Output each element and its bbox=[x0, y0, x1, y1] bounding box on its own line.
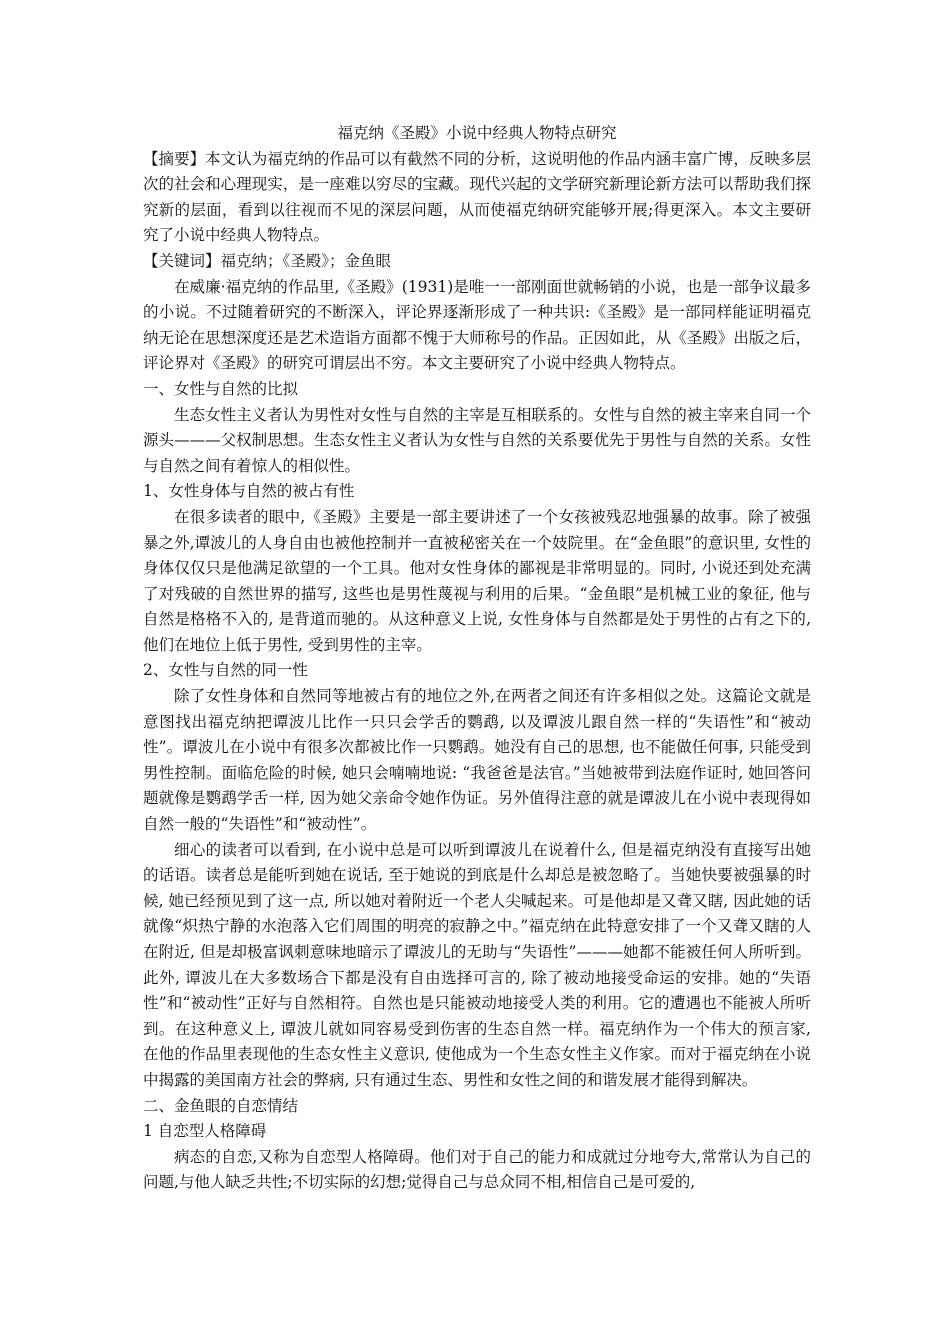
section-1-heading: 一、女性与自然的比拟 bbox=[143, 379, 299, 398]
section-1-2-paragraph-2: 细心的读者可以看到, 在小说中总是可以听到谭波儿在说着什么, 但是福克纳没有直接写出她的话语。读者总是能听到她在说话, 至于她说的到底是什么却总是被忽略了。当她快要被强暴的时候, 她已经预见到了这一点, 所以她对着附近一个老人尖喊起来。可是他却是又聋又瞎, 因此她的话就像“炽热宁静的水泡落入它们周围的明亮的寂静之中。”福克纳在此特意安排了一个又聋又瞎的人在附近, 但是却极富讽刺意味地暗示了谭波儿的无助与“失语性”———她都不能被任何人所听到。此外, 谭波儿在大多数场合下都是没有自由选择可言的, 除了被动地接受命运的安排。她的“失语性”和“被动性”正好与自然相符。自然也是只能被动地接受人类的利用。它的遭遇也不能被人所听到。在这种意义上, 谭波儿就如同容易受到伤害的生态自然一样。福克纳作为一个伟大的预言家, 在他的作品里表现他的生态女性主义意识, 使他成为一个生态女性主义作家。而对于福克纳在小说中揭露的美国南方社会的弊病, 只有通过生态、男性和女性之间的和谐发展才能得到解决。 bbox=[143, 840, 811, 1089]
abstract-label: 【摘要】 bbox=[143, 149, 206, 168]
intro-paragraph: 在威廉·福克纳的作品里,《圣殿》(1931)是唯一一部刚面世就畅销的小说，也是一部争议最多的小说。不过随着研究的不断深入，评论界逐渐形成了一种共识:《圣殿》是一部同样能证明福克纳无论在思想深度还是艺术造诣方面都不愧于大师称号的作品。正因如此，从《圣殿》出版之后，评论界对《圣殿》的研究可谓层出不穷。本文主要研究了小说中经典人物特点。 bbox=[143, 277, 811, 373]
abstract bbox=[143, 147, 811, 249]
section-1-1-heading: 1、女性身体与自然的被占有性 bbox=[143, 482, 355, 501]
keywords-label: 【关键词】 bbox=[143, 251, 221, 270]
section-2-heading: 二、金鱼眼的自恋情结 bbox=[143, 1096, 299, 1115]
section-1-paragraph: 生态女性主义者认为男性对女性与自然的主宰是互相联系的。女性与自然的被主宰来自同一个源头———父权制思想。生态女性主义者认为女性与自然的关系要优先于男性与自然的关系。女性与自然之间有着惊人的相似性。 bbox=[143, 405, 811, 475]
section-1-1-paragraph: 在很多读者的眼中,《圣殿》主要是一部主要讲述了一个女孩被残忍地强暴的故事。除了被强暴之外,谭波儿的人身自由也被他控制并一直被秘密关在一个妓院里。在“金鱼眼”的意识里, 女性的身体仅仅只是他满足欲望的一个工具。他对女性身体的鄙视是非常明显的。同时, 小说还到处充满了对残破的自然世界的描写, 这些也是男性蔑视与利用的后果。“金鱼眼”是机械工业的象征, 他与自然是格格不入的, 是背道而驰的。从这种意义上说, 女性身体与自然都是处于男性的占有之下的, 他们在地位上低于男性, 受到男性的主宰。 bbox=[143, 507, 811, 654]
keywords-text: 福克纳；《圣殿》；金鱼眼 bbox=[220, 251, 392, 270]
document-body bbox=[143, 121, 811, 1196]
section-2-1-paragraph: 病态的自恋,又称为自恋型人格障碍。他们对于自己的能力和成就过分地夸大,常常认为自己的问题,与他人缺乏共性;不切实际的幻想;觉得自己与总众同不相,相信自己是可爱的, bbox=[143, 1147, 811, 1192]
section-1-2-paragraph-1: 除了女性身体和自然同等地被占有的地位之外,在两者之间还有许多相似之处。这篇论文就是意图找出福克纳把谭波儿比作一只只会学舌的鹦鹉, 以及谭波儿跟自然一样的“失语性”和“被动性”。谭波儿在小说中有很多次都被比作一只鹦鹉。她没有自己的思想, 也不能做任何事, 只能受到男性控制。面临危险的时候, 她只会喃喃地说: “我爸爸是法官。”当她被带到法庭作证时, 她回答问题就像是鹦鹉学舌一样, 因为她父亲命令她作伪证。另外值得注意的就是谭波儿在小说中表现得如自然一般的“失语性”和“被动性”。 bbox=[143, 687, 811, 834]
abstract-text: 本文认为福克纳的作品可以有截然不同的分析，这说明他的作品内涵丰富广博，反映多层次的社会和心理现实，是一座难以穷尽的宝藏。现代兴起的文学研究新理论新方法可以帮助我们探究新的层面，看到以往视而不见的深层问题，从而使福克纳研究能够开展;得更深入。本文主要研究了小说中经典人物特点。 bbox=[143, 149, 811, 245]
keywords bbox=[143, 249, 811, 275]
document-title: 福克纳《圣殿》小说中经典人物特点研究 bbox=[337, 124, 617, 142]
section-1-2-heading: 2、女性与自然的同一性 bbox=[143, 661, 308, 680]
section-2-1-heading: 1 自恋型人格障碍 bbox=[143, 1122, 267, 1141]
